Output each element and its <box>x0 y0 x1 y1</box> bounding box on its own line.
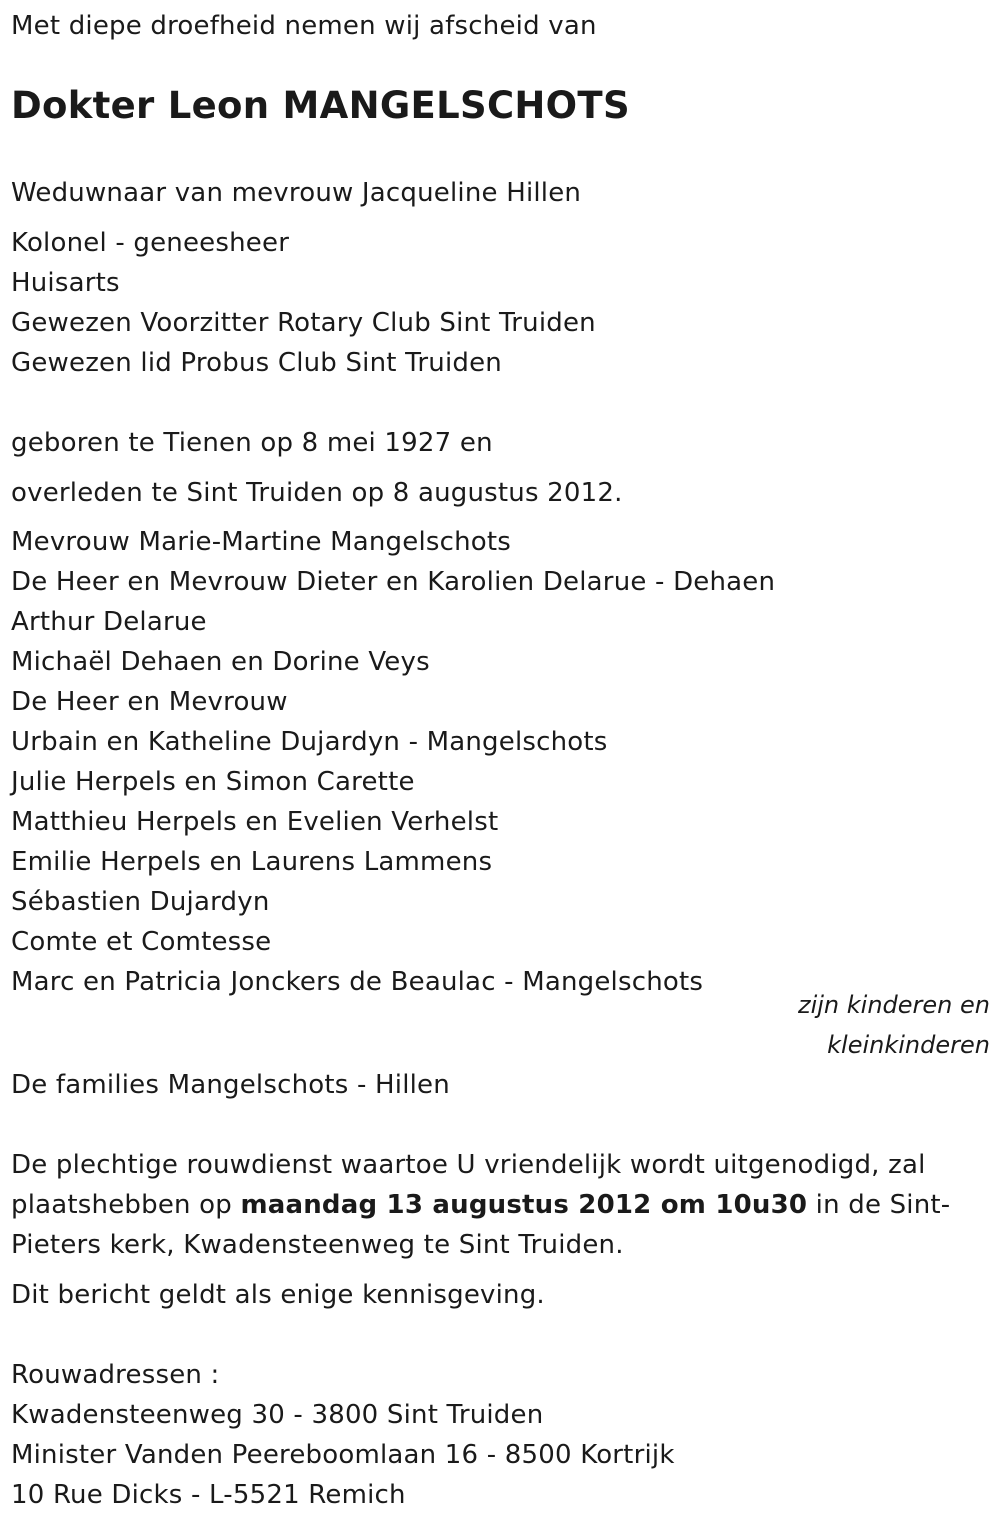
title-line: Gewezen lid Probus Club Sint Truiden <box>11 348 502 378</box>
family-member: De Heer en Mevrouw Dieter en Karolien Delarue - Dehaen <box>11 567 776 597</box>
service-text: De plechtige rouwdienst waartoe U vriendelijk wordt uitgenodigd, zal plaatshebben op <box>11 1150 926 1220</box>
family-member: Marc en Patricia Jonckers de Beaulac - Mangelschots <box>11 967 704 997</box>
family-member: Comte et Comtesse <box>11 927 272 957</box>
family-note: kleinkinderen <box>827 1031 990 1059</box>
death-text: overleden te Sint Truiden op 8 augustus 2012. <box>11 478 623 508</box>
birth-text: geboren te Tienen op 8 mei 1927 en <box>11 428 493 458</box>
address-line: Minister Vanden Peereboomlaan 16 - 8500 Kortrijk <box>11 1440 675 1470</box>
families-text: De families Mangelschots - Hillen <box>11 1070 450 1100</box>
family-member: Michaël Dehaen en Dorine Veys <box>11 647 430 677</box>
family-member: Mevrouw Marie-Martine Mangelschots <box>11 527 512 557</box>
family-member: Urbain en Katheline Dujardyn - Mangelschots <box>11 727 608 757</box>
title-line: Huisarts <box>11 268 120 298</box>
notice-text: Dit bericht geldt als enige kennisgeving. <box>11 1280 545 1310</box>
family-member: Sébastien Dujardyn <box>11 887 270 917</box>
address-line: 10 Rue Dicks - L-5521 Remich <box>11 1480 406 1510</box>
deceased-name: Dokter Leon MANGELSCHOTS <box>11 84 630 127</box>
family-member: Julie Herpels en Simon Carette <box>11 767 415 797</box>
widower-text: Weduwnaar van mevrouw Jacqueline Hillen <box>11 178 582 208</box>
title-line: Gewezen Voorzitter Rotary Club Sint Truiden <box>11 308 596 338</box>
service-location: in de Sint-Pieters kerk, Kwadensteenweg te Sint Truiden. <box>11 1190 951 1260</box>
intro-text: Met diepe droefheid nemen wij afscheid van <box>11 11 597 41</box>
service-date: maandag 13 augustus 2012 om 10u30 <box>240 1190 808 1220</box>
service-paragraph <box>11 1145 996 1265</box>
family-member: Emilie Herpels en Laurens Lammens <box>11 847 493 877</box>
family-member: Arthur Delarue <box>11 607 207 637</box>
title-line: Kolonel - geneesheer <box>11 228 290 258</box>
family-member: Matthieu Herpels en Evelien Verhelst <box>11 807 499 837</box>
address-line: Kwadensteenweg 30 - 3800 Sint Truiden <box>11 1400 544 1430</box>
family-member: De Heer en Mevrouw <box>11 687 288 717</box>
family-note: zijn kinderen en <box>798 991 990 1019</box>
addresses-label: Rouwadressen : <box>11 1360 220 1390</box>
